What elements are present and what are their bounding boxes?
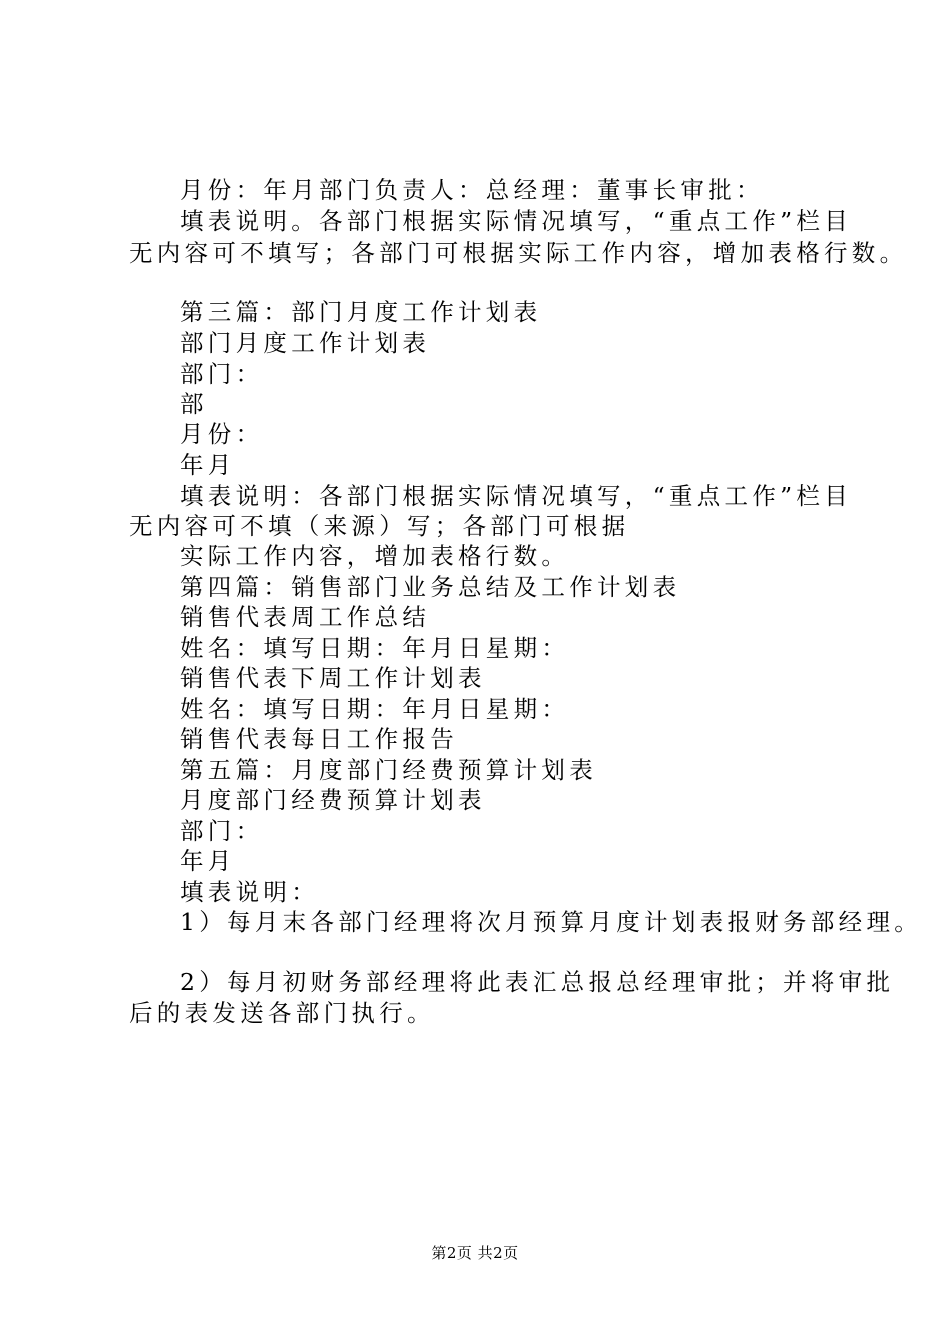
section-heading: 第三篇：部门月度工作计划表 <box>180 298 542 326</box>
text-line: 销售代表周工作总结 <box>180 603 431 631</box>
text-line: 月度部门经费预算计划表 <box>180 786 486 814</box>
text-line: 姓名：填写日期：年月日星期： <box>180 695 570 723</box>
text-line: 月份： <box>180 420 264 448</box>
section-heading: 第四篇：销售部门业务总结及工作计划表 <box>180 573 681 601</box>
page-footer: 第2页 共2页 <box>431 1244 519 1262</box>
text-line: 无内容可不填（来源）写；各部门可根据 <box>129 512 630 540</box>
text-line: 填表说明：各部门根据实际情况填写，“重点工作”栏目 <box>180 482 853 510</box>
text-line: 部门： <box>180 360 264 388</box>
text-line: 月份：年月部门负责人：总经理：董事长审批： <box>180 176 764 204</box>
text-line: 姓名：填写日期：年月日星期： <box>180 634 570 662</box>
text-line: 部门月度工作计划表 <box>180 329 431 357</box>
text-line: 无内容可不填写；各部门可根据实际工作内容，增加表格行数。 <box>129 239 908 267</box>
section-heading: 第五篇：月度部门经费预算计划表 <box>180 756 597 784</box>
text-line: 1）每月末各部门经理将次月预算月度计划表报财务部经理。 <box>180 908 923 936</box>
text-line: 填表说明： <box>180 878 319 906</box>
text-line: 部门： <box>180 817 264 845</box>
text-line: 年月 <box>180 847 236 875</box>
text-line: 销售代表下周工作计划表 <box>180 664 486 692</box>
text-line: 销售代表每日工作报告 <box>180 725 458 753</box>
text-line: 实际工作内容，增加表格行数。 <box>180 542 570 570</box>
text-line: 填表说明。各部门根据实际情况填写，“重点工作”栏目 <box>180 207 853 235</box>
text-line: 后的表发送各部门执行。 <box>129 999 435 1027</box>
text-line: 2）每月初财务部经理将此表汇总报总经理审批；并将审批 <box>180 968 895 996</box>
text-line: 部 <box>180 390 208 418</box>
text-line: 年月 <box>180 451 236 479</box>
